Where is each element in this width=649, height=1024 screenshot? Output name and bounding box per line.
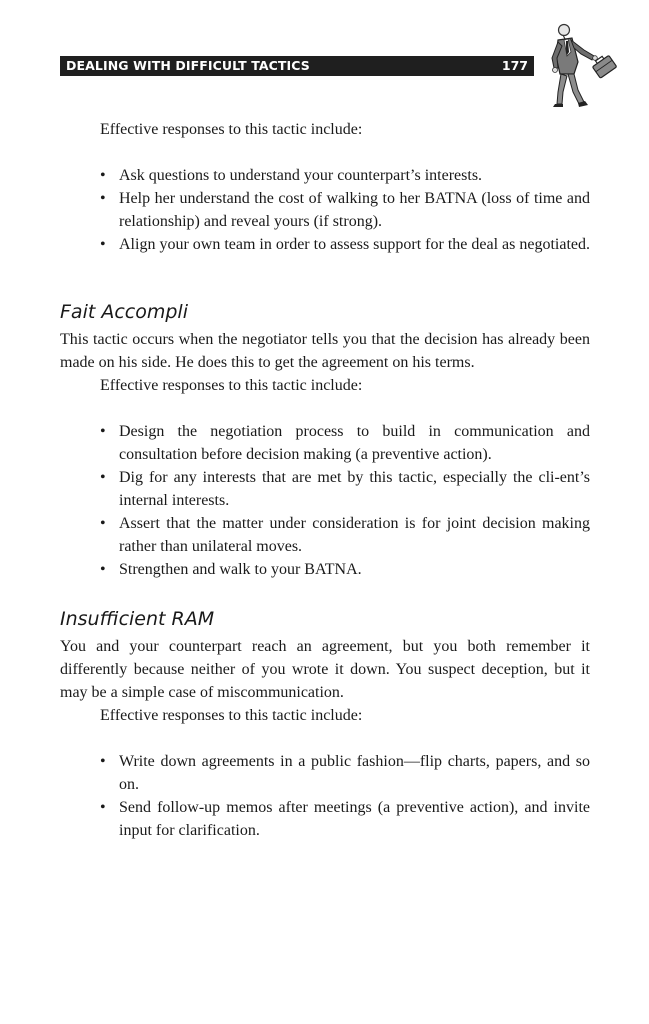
list-item: • Ask questions to understand your counterpart’s interests. [119, 164, 590, 187]
section2-bullet-list [60, 420, 590, 581]
running-header-bar [60, 56, 534, 76]
section2-intro: Effective responses to this tactic include: [100, 377, 363, 394]
list-item: • Assert that the matter under consideration is for joint decision making rather than unilateral moves. [119, 512, 590, 558]
bullet-icon: • [100, 167, 106, 184]
section3-body: You and your counterpart reach an agreement, but you both remember it differently because neither of you wrote it down. You suspect deception, but it may be a simple case of miscommunication. [60, 638, 590, 701]
bullet-icon: • [100, 561, 106, 578]
page-body [60, 118, 590, 842]
section-heading-fait-accompli: Fait Accompli [60, 301, 188, 323]
bullet-icon: • [100, 423, 106, 440]
section1-bullet-list [60, 164, 590, 256]
list-item: • Dig for any interests that are met by this tactic, especially the cli-ent’s internal interests. [119, 466, 590, 512]
section3-bullet-list [60, 750, 590, 842]
bullet-icon: • [100, 236, 106, 253]
bullet-icon: • [100, 753, 106, 770]
bullet-icon: • [100, 799, 106, 816]
bullet-icon: • [100, 190, 106, 207]
bullet-icon: • [100, 515, 106, 532]
list-item: • Write down agreements in a public fashion—flip charts, papers, and so on. [119, 750, 590, 796]
bullet-icon: • [100, 469, 106, 486]
page-number: 177 [501, 58, 528, 73]
list-item: • Design the negotiation process to build in communication and consultation before decision making (a preventive action). [119, 420, 590, 466]
list-item: • Send follow-up memos after meetings (a preventive action), and invite input for clarification. [119, 796, 590, 842]
section3-intro: Effective responses to this tactic include: [100, 707, 363, 724]
list-item: • Help her understand the cost of walking to her BATNA (loss of time and relationship) and reveal yours (if strong). [119, 187, 590, 233]
section-heading-insufficient-ram: Insufficient RAM [60, 608, 215, 630]
section2-body: This tactic occurs when the negotiator tells you that the decision has already been made on his side. He does this to get the agreement on his terms. [60, 331, 590, 371]
list-item: • Align your own team in order to assess support for the deal as negotiated. [119, 233, 590, 256]
list-item: • Strengthen and walk to your BATNA. [119, 558, 590, 581]
section1-intro: Effective responses to this tactic include: [100, 121, 363, 138]
businessman-with-briefcase-icon [544, 22, 620, 110]
running-head: DEALING WITH DIFFICULT TACTICS [66, 58, 310, 73]
